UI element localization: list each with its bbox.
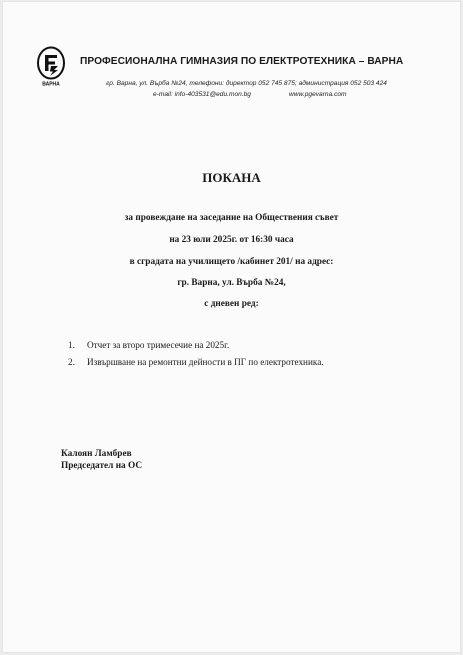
agenda-item xyxy=(68,357,324,374)
agenda-heading: с дневен ред: xyxy=(204,299,259,309)
invitation-location: в сградата на училището /кабинет 201/ на адрес: xyxy=(129,257,334,267)
school-logo-icon xyxy=(36,46,66,88)
document-page xyxy=(3,2,460,652)
contact-email: e-mail: info-403531@edu.mon.bg xyxy=(153,91,251,98)
document-title: ПОКАНА xyxy=(202,170,261,185)
signer-role: Председател на ОС xyxy=(61,461,143,471)
contact-website: www.pgevarna.com xyxy=(289,91,347,98)
invitation-date-time: на 23 юли 2025г. от 16:30 часа xyxy=(169,235,294,245)
agenda-item-number: 1. xyxy=(68,340,75,350)
signature-block xyxy=(61,448,142,472)
signer-name: Калоян Ламбрев xyxy=(61,449,132,459)
contact-address-phones: гр. Варна, ул. Върба №24, телефони: директор 052 745 875; администрация 052 503 424 xyxy=(106,80,387,87)
agenda-item xyxy=(68,340,324,357)
agenda-item-text: Извършване на ремонтни дейности в ПГ по електротехника. xyxy=(87,357,324,367)
agenda-list xyxy=(68,340,324,374)
school-name: ПРОФЕСИОНАЛНА ГИМНАЗИЯ ПО ЕЛЕКТРОТЕХНИКА – ВАРНА xyxy=(80,56,404,67)
logo-text: ВАРНА xyxy=(42,81,60,88)
agenda-item-text: Отчет за второ тримесечие на 2025г. xyxy=(87,340,230,350)
invitation-address: гр. Варна, ул. Върба №24, xyxy=(177,278,286,288)
agenda-item-number: 2. xyxy=(68,357,75,367)
invitation-purpose: за провеждане на заседание на Обществения съвет xyxy=(124,213,339,223)
